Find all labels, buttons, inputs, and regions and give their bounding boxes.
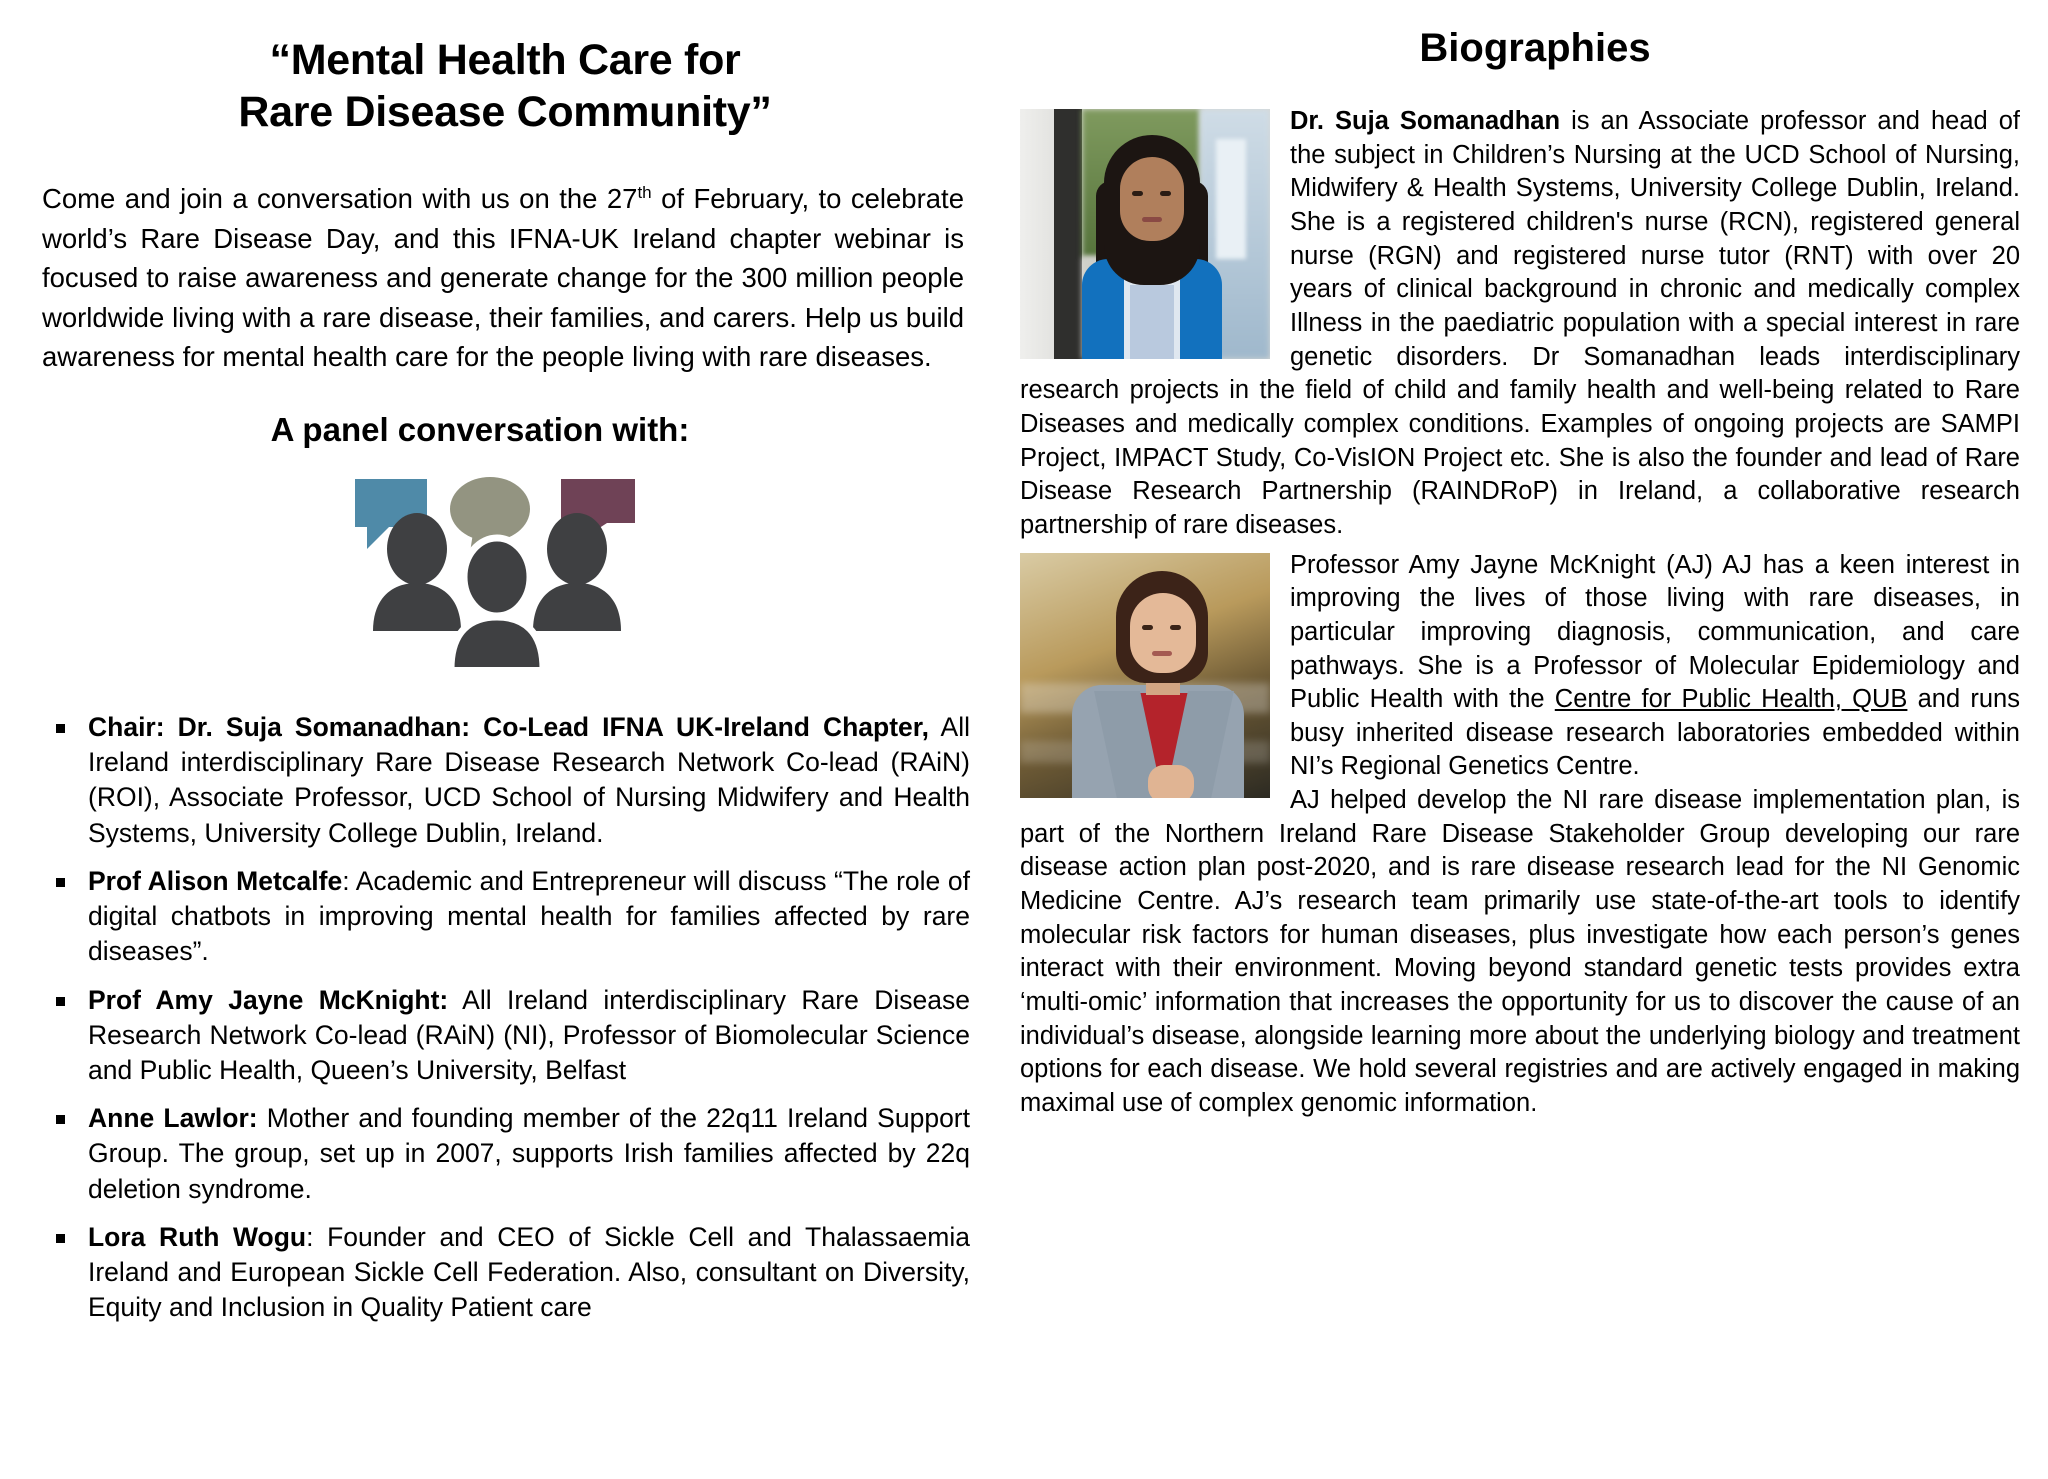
panelist-description: All Ireland interdisciplinary Rare Disease Research Network Co-lead (RAiN) (NI), Professor of Biomolecular Science and Public Health, Queen’s University, Belfast	[88, 984, 970, 1085]
panelist-description: All Ireland interdisciplinary Rare Disease Research Network Co-lead (RAiN) (ROI), Associate Professor, UCD School of Nursing Midwifery and Health Systems, University College Dublin, Ireland.	[88, 711, 970, 848]
list-item	[40, 1220, 970, 1326]
bio-block-suja-somanadhan	[1020, 105, 2020, 543]
bio-body-text-after-link: and runs busy inherited disease research laboratories embedded within NI’s Regional Genetics Centre.	[1290, 685, 2020, 781]
portrait-photo-suja-somanadhan	[1020, 109, 1270, 359]
right-column	[1020, 26, 2020, 1127]
panelist-description: Mother and founding member of the 22q11 Ireland Support Group. The group, set up in 2007, supports Irish families affected by 22q deletion syndrome.	[88, 1103, 970, 1204]
panelist-name: Lora Ruth Wogu	[88, 1221, 307, 1252]
panelist-description: : Academic and Entrepreneur will discuss “The role of digital chatbots in improving mental health for families affected by rare diseases”.	[88, 865, 970, 967]
bio-text-amy-jayne-mcknight-para-2: AJ helped develop the NI rare disease implementation plan, is part of the Northern Ireland Rare Disease Stakeholder Group developing our rare disease action plan post-2020, and is rare disease research lead for the NI Genomic Medicine Centre. AJ’s research team primarily use state-of-the-art tools to identify molecular risk factors for human diseases, plus investigate how each person’s genes interact with their environment. Moving beyond standard genetic tests provides extra ‘multi-omic’ information that increases the opportunity for us to discover the cause of an individual’s disease, alongside learning more about the underlying biology and treatment options for each disease. We hold several registries and are actively engaged in making maximal use of complex genomic information.	[1020, 786, 2020, 1118]
panelist-bullet-list	[40, 710, 970, 1326]
bio-body-text-before-link: Professor Amy Jayne McKnight (AJ) AJ has a keen interest in improving the lives of those living with rare diseases, in particular improving diagnosis, communication, and care pathways. She is a Professor of Molecular Epidemiology and Public Health with the	[1290, 550, 2020, 714]
panelist-name: Anne Lawlor:	[88, 1103, 258, 1134]
intro-text-part-2: of February, to celebrate world’s Rare Disease Day, and this IFNA-UK Ireland chapter webinar is focused to raise awareness and generate change for the 300 million people worldwide living with a rare disease, their families, and carers. Help us build awareness for mental health care for the people living with rare diseases.	[42, 182, 964, 373]
panel-conversation-heading: A panel conversation with:	[270, 410, 690, 448]
panelist-name: Prof Alison Metcalfe	[88, 865, 343, 896]
bio-block-amy-jayne-mcknight	[1020, 549, 2020, 1121]
bio-body-text: is an Associate professor and head of the subject in Children’s Nursing at the UCD School of Nursing, Midwifery & Health Systems, University College Dublin, Ireland. She is a registered children's nurse (RCN), registered general nurse (RGN) and registered nurse tutor (RNT) with over 20 years of clinical background in chronic and medically complex Illness in the paediatric population with a special interest in rare genetic disorders. Dr Somanadhan leads interdisciplinary research projects in the field of child and family health and well-being related to Rare Diseases and medically complex conditions. Examples of ongoing projects are SAMPI Project, IMPACT Study, Co-VisION Project etc. She is also the founder and lead of Rare Disease Research Partnership (RAINDRoP) in Ireland, a collaborative research partnership of rare diseases.	[1020, 107, 2021, 539]
page-title-line-2: Rare Disease Community”	[238, 88, 772, 137]
page-title	[40, 34, 970, 139]
portrait-photo-amy-jayne-mcknight	[1020, 553, 1270, 798]
panelist-name: Prof Amy Jayne McKnight:	[88, 984, 449, 1015]
list-item	[40, 710, 970, 851]
list-item	[40, 983, 970, 1089]
panelist-description: : Founder and CEO of Sickle Cell and Thalassaemia Ireland and European Sickle Cell Federation. Also, consultant on Diversity, Equity and Inclusion in Quality Patient care	[88, 1221, 970, 1323]
bio-person-name: Dr. Suja Somanadhan	[1290, 107, 1561, 135]
left-column	[40, 34, 970, 1339]
intro-text-part-1: Come and join a conversation with us on the 27	[42, 182, 638, 214]
biographies-heading: Biographies	[1419, 26, 1651, 70]
panelist-name: Chair: Dr. Suja Somanadhan: Co-Lead IFNA UK-Ireland Chapter,	[88, 711, 929, 742]
list-item	[40, 1101, 970, 1207]
list-item	[40, 864, 970, 970]
intro-paragraph	[40, 179, 970, 377]
intro-ordinal-suffix: th	[637, 182, 652, 202]
panel-people-speech-bubbles-graphic	[345, 471, 665, 686]
page-title-line-1: “Mental Health Care for	[269, 36, 741, 84]
centre-for-public-health-link[interactable]: Centre for Public Health, QUB	[1554, 685, 1908, 714]
